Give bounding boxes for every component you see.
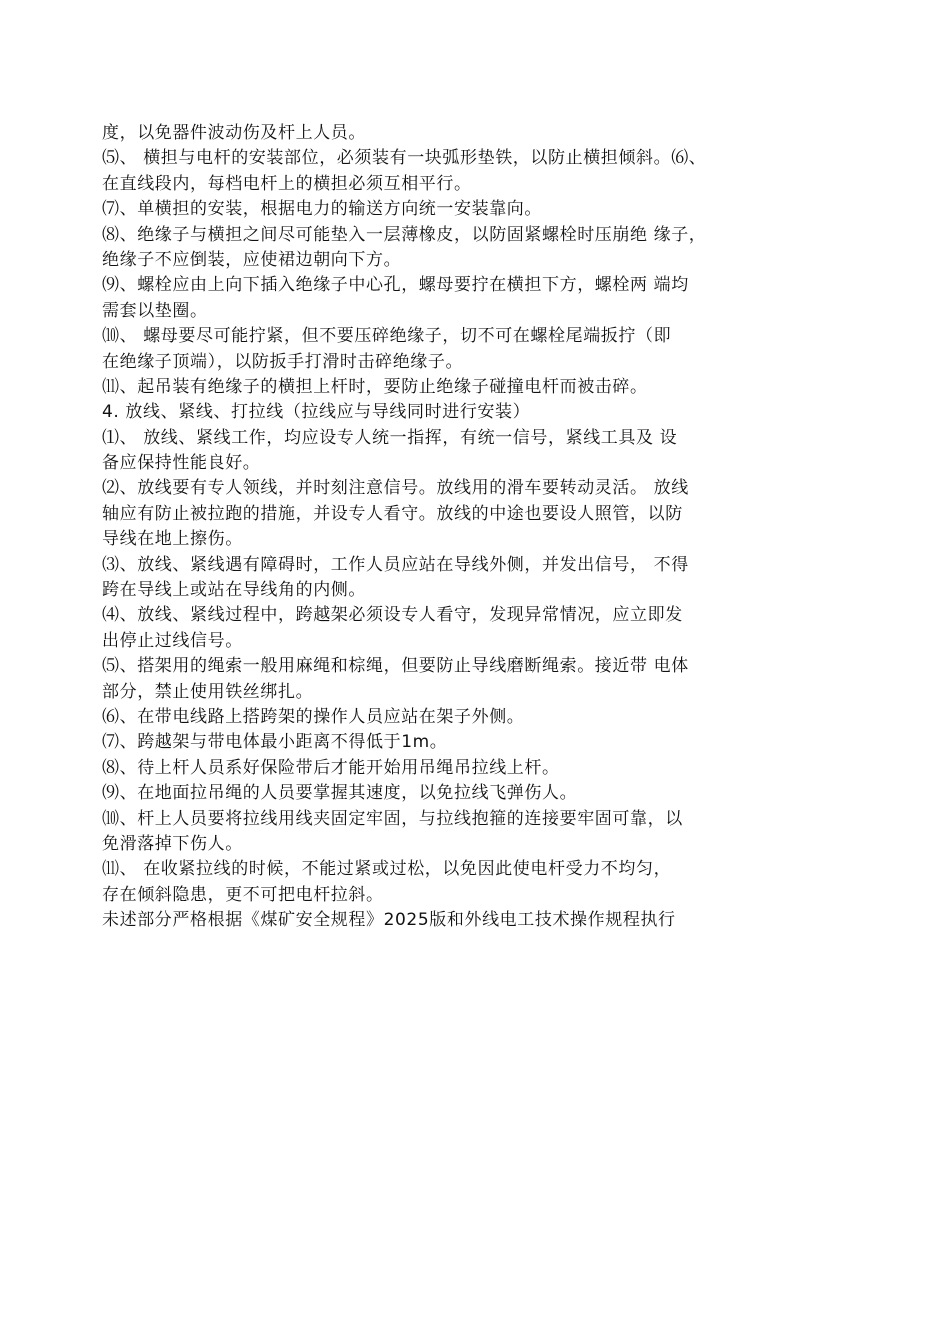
text-line: 在绝缘子顶端），以防扳手打滑时击碎绝缘子。 xyxy=(102,351,464,372)
text-line: 跨在导线上或站在导线角的内侧。 xyxy=(102,580,366,601)
text-line: ⑵、放线要有专人领线，并时刻注意信号。放线用的滑车要转动灵活。 放线 xyxy=(102,478,689,499)
text-line: 绝缘子不应倒装，应使裙边朝向下方。 xyxy=(102,249,402,270)
text-line: ⑺、跨越架与带电体最小距离不得低于1m。 xyxy=(102,732,448,753)
text-line: ⑺、单横担的安装，根据电力的输送方向统一安装靠向。 xyxy=(102,199,542,220)
text-line: 导线在地上擦伤。 xyxy=(102,529,243,550)
document-body xyxy=(102,121,862,934)
text-line: 备应保持性能良好。 xyxy=(102,453,261,474)
section-heading: 4. 放线、紧线、打拉线（拉线应与导线同时进行安装） xyxy=(102,402,531,423)
text-line: 存在倾斜隐患，更不可把电杆拉斜。 xyxy=(102,884,384,905)
text-line: ⑴、 放线、紧线工作，均应设专人统一指挥，有统一信号，紧线工具及 设 xyxy=(102,427,678,448)
text-line: ⑾、起吊装有绝缘子的横担上杆时，要防止绝缘子碰撞电杆而被击碎。 xyxy=(102,376,648,397)
text-line: ⑻、待上杆人员系好保险带后才能开始用吊绳吊拉线上杆。 xyxy=(102,757,560,778)
closing-note: 未述部分严格根据《煤矿安全规程》2025版和外线电工技术操作规程执行 xyxy=(102,910,676,931)
text-line: 出停止过线信号。 xyxy=(102,630,243,651)
text-line: 在直线段内，每档电杆上的横担必须互相平行。 xyxy=(102,173,472,194)
text-line: ⑸、 横担与电杆的安装部位，必须装有一块弧形垫铁，以防止横担倾斜。⑹、 xyxy=(102,148,707,169)
text-line: ⑸、搭架用的绳索一般用麻绳和棕绳，但要防止导线磨断绳索。接近带 电体 xyxy=(102,656,689,677)
text-line: ⑷、放线、紧线过程中，跨越架必须设专人看守，发现异常情况，应立即发 xyxy=(102,605,683,626)
text-line: 免滑落掉下伤人。 xyxy=(102,833,243,854)
text-line: ⑼、在地面拉吊绳的人员要掌握其速度，以免拉线飞弹伤人。 xyxy=(102,783,578,804)
text-line: ⑽、杆上人员要将拉线用线夹固定牢固，与拉线抱箍的连接要牢固可靠，以 xyxy=(102,808,683,829)
text-line: ⑶、放线、紧线遇有障碍时，工作人员应站在导线外侧，并发出信号， 不得 xyxy=(102,554,689,575)
text-line: ⑾、 在收紧拉线的时候，不能过紧或过松，以免因此使电杆受力不均匀， xyxy=(102,859,672,880)
text-line: ⑹、在带电线路上搭跨架的操作人员应站在架子外侧。 xyxy=(102,706,525,727)
text-line: 轴应有防止被拉跑的措施，并设专人看守。放线的中途也要设人照管，以防 xyxy=(102,503,683,524)
text-line: ⑽、 螺母要尽可能拧紧，但不要压碎绝缘子，切不可在螺栓尾端扳拧（即 xyxy=(102,326,672,347)
text-line: ⑻、绝缘子与横担之间尽可能垫入一层薄橡皮，以防固紧螺栓时压崩绝 缘子， xyxy=(102,224,707,245)
text-line: ⑼、螺栓应由上向下插入绝缘子中心孔，螺母要拧在横担下方，螺栓两 端均 xyxy=(102,275,689,296)
text-line: 度，以免器件波动伤及杆上人员。 xyxy=(102,123,366,143)
text-line: 需套以垫圈。 xyxy=(102,300,208,321)
text-line: 部分，禁止使用铁丝绑扎。 xyxy=(102,681,314,702)
